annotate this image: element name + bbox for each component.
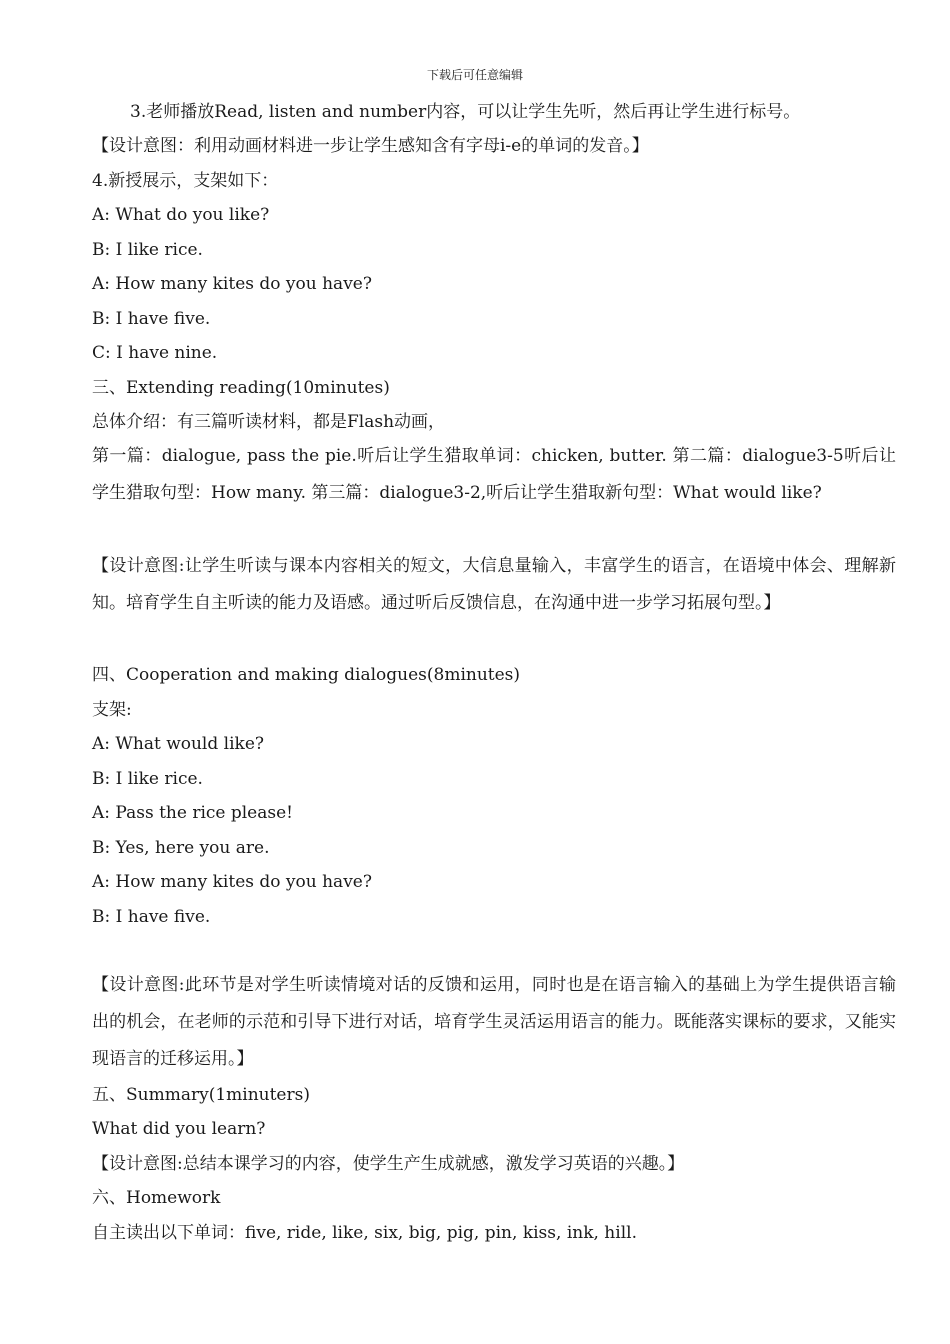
dialogue-line: B: I have five. [92, 309, 211, 329]
dialogue-line: C: I have nine. [92, 343, 218, 363]
section-6-heading: 六、Homework [92, 1188, 221, 1208]
section-3-heading: 三、Extending reading(10minutes) [92, 378, 390, 398]
design-intent-4: 【设计意图:总结本课学习的内容，使学生产生成就感，激发学习英语的兴趣。】 [92, 1154, 685, 1174]
page-header: 下载后可任意编辑 [426, 68, 523, 82]
dialogue-line: A: How many kites do you have? [92, 274, 372, 294]
section-5-heading: 五、Summary(1minuters) [92, 1085, 310, 1105]
dialogue-line: B: I like rice. [92, 769, 203, 789]
design-intent-2 [56, 548, 896, 622]
step-4-heading: 4.新授展示，支架如下： [92, 171, 279, 191]
dialogue-line: B: I like rice. [92, 240, 203, 260]
design-intent-2-text: 【设计意图:让学生听读与课本内容相关的短文，大信息量输入，丰富学生的语言，在语境中体会、理解新知。培育学生自主听读的能力及语感。通过听后反馈信息，在沟通中进一步学习拓展句型。】 [92, 556, 896, 613]
design-intent-1: 【设计意图：利用动画材料进一步让学生感知含有字母i-e的单词的发音。】 [92, 136, 649, 156]
design-intent-3 [56, 967, 896, 1078]
dialogue-line: B: I have five. [92, 907, 211, 927]
scaffold-label: 支架: [92, 700, 132, 720]
dialogue-line: A: Pass the rice please! [92, 803, 293, 823]
dialogue-line: A: What do you like? [92, 205, 270, 225]
homework-text: 自主读出以下单词：five, ride, like, six, big, pig, pin, kiss, ink, hill. [92, 1223, 637, 1243]
design-intent-3-text: 【设计意图:此环节是对学生听读情境对话的反馈和运用，同时也是在语言输入的基础上为学生提供语言输出的机会，在老师的示范和引导下进行对话，培育学生灵活运用语言的能力。既能落实课标的要求，又能实现语言的迁移运用。】 [92, 975, 896, 1069]
step-3-text: 3.老师播放Read, listen and number内容，可以让学生先听，然后再让学生进行标号。 [130, 102, 801, 122]
dialogue-line: A: How many kites do you have? [92, 872, 372, 892]
dialogue-line: B: Yes, here you are. [92, 838, 270, 858]
dialogue-line: A: What would like? [92, 734, 265, 754]
summary-question: What did you learn? [92, 1119, 266, 1139]
reading-paragraph-text: 第一篇：dialogue, pass the pie.听后让学生猎取单词：chicken, butter. 第二篇：dialogue3-5听后让学生猎取句型：How many. 第三篇：dialogue3-2,听后让学生猎取新句型：What would like? [92, 446, 896, 503]
overview-text: 总体介绍：有三篇听读材料，都是Flash动画， [92, 412, 446, 432]
reading-paragraph [56, 438, 896, 512]
section-4-heading: 四、Cooperation and making dialogues(8minutes) [92, 665, 521, 685]
